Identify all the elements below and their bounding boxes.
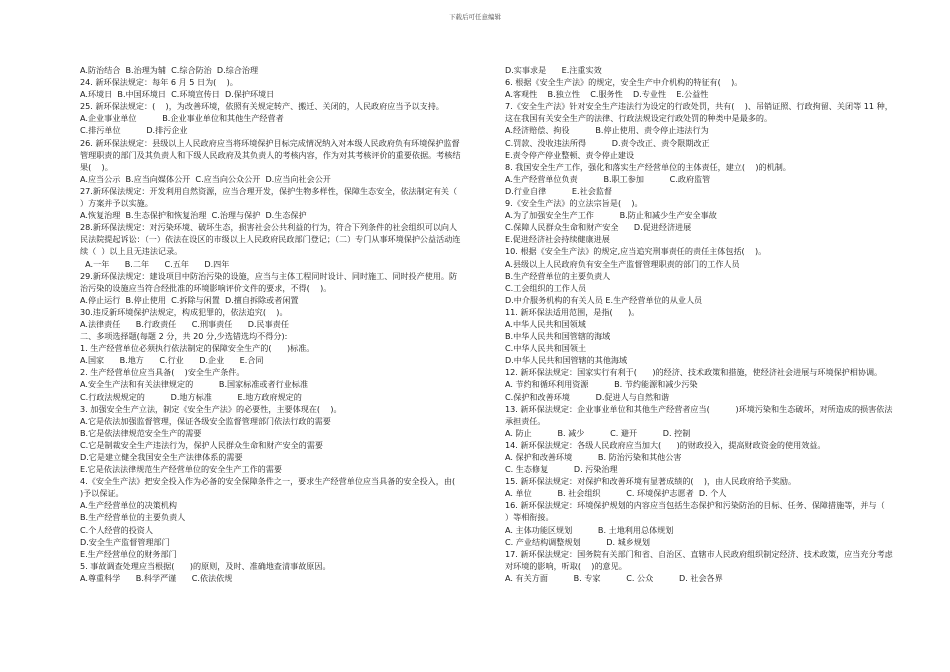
text-line: 24. 新环保法规定：每年 6 月 5 日为( )。 [80,77,238,88]
text-line: A.客观性 B.独立性 C.服务性 D.专业性 E.公益性 [505,89,709,100]
text-line: 4.《安全生产法》把安全投入作为必备的安全保障条件之一，要求生产经营单位应当具备的安全投入，由( )予以保证。 [80,476,471,499]
text-line: B.中华人民共和国管辖的海域 [505,331,611,342]
text-line: C.保障人民群众生命和财产安全 D.促进经济进展 [505,222,692,233]
text-line: 16. 新环保法规定：环境保护规划的内容应当包括生态保护和污染防治的目标、任务、保障措施等，并与（ ）等相衔接。 [505,500,911,523]
text-line: D.它是建立健全我国安全生产法律体系的需要 [80,452,243,462]
text-line: 12. 新环保法规定：国家实行有利于( )的经济、技术政策和措施，使经济社会进展与环境保护相协调。 [505,367,883,378]
text-line: A.企业事业单位 B.企业事业单位和其他生产经营者 [80,113,284,124]
text-line: A.一年 B.二年 C.五年 D.四年 [80,258,230,269]
text-line: 15. 新环保法规定：对保护和改善环境有显著成绩的( )，由人民政府给予奖励。 [505,476,797,487]
text-line: A.防治结合 B.治理为辅 C.综合防治 D.综合治理 [80,65,259,75]
text-line: A. 有关方面 B. 专家 C. 公众 D. 社会各界 [505,572,723,583]
text-line: A. 主体功能区规划 B. 土地利用总体规划 [505,524,674,535]
text-line: C.个人经营的投资人 [80,524,153,535]
text-line: A. 防止 B. 减少 C. 避开 D. 控制 [505,427,691,438]
text-line: 25. 新环保法规定：( )，为改善环境，依照有关规定转产、搬迁、关闭的，人民政府应当予以支持。 [80,101,444,112]
text-line: C. 生态修复 D. 污染治理 [505,464,618,475]
text-line: C.罚款、没收违法所得 D.责令改正、责令限期改正 [505,137,710,148]
text-line: C.它是制裁安全生产违法行为，保护人民群众生命和财产安全的需要 [80,439,323,450]
text-line: C.排污单位 D.排污企业 [80,125,188,136]
text-line: 10. 根据《安全生产法》的规定,应当追究刑事责任的责任主体包括( )。 [505,246,767,257]
text-line: A.法律责任 B.行政责任 C.刑事责任 D.民事责任 [80,318,289,329]
text-line: 二、多项选择题(每题 2 分，共 20 分,少选错选均不得分): [80,331,288,342]
text-line: 28.新环保法规定：对污染环境、破坏生态，损害社会公共利益的行为，符合下列条件的社会组织可以向人民法院提起诉讼：（一）依法在设区的市级以上人民政府民政部门登记；（二）专门从事环境保护公益活动连续（ ）以上且无违法记录。 [80,222,461,257]
text-line: A.生产经营单位负责 B.职工参加 C.政府监管 [505,173,711,184]
text-line: A.国家 B.地方 C.行业 D.企业 E.合同 [80,355,264,366]
text-line: 11. 新环保法适用范围，是指( )。 [505,306,640,317]
text-line: 30.违反新环境保护法规定，构成犯罪的，依法追究( )。 [80,306,288,317]
text-line: A.县级以上人民政府负有安全生产监督管理职责的部门的工作人员 [505,258,740,269]
text-line: B.它是依法律规范安全生产的需要 [80,427,202,438]
text-line: A. 保护和改善环境 B. 防治污染和其他公害 [505,452,682,462]
text-line: D.中华人民共和国管辖的其他海域 [505,355,628,366]
text-line: A.生产经营单位的决策机构 [80,500,177,511]
text-line: 17. 新环保法规定：国务院有关部门和省、自治区、直辖市人民政府组织制定经济、技术政策，应当充分考虑对环境的影响，听取( )的意见。 [505,548,893,571]
text-line: 3. 加强安全生产立法，制定《安全生产法》的必要性，主要体现在( )。 [80,403,342,414]
text-line: C.保护和改善环境 D.促进人与自然和谐 [505,391,670,402]
text-line: A.尊重科学 B.科学严谨 C.依法依规 [80,572,233,583]
text-line: 1. 生产经营单位必须执行依法制定的保障安全生产的( )标准。 [80,343,315,354]
text-line: 13. 新环保法规定：企业事业单位和其他生产经营者应当( )环境污染和生态破坏，对所造成的损害依法承担责任。 [505,403,893,426]
text-line: D.行业自律 E.社会监督 [505,185,612,196]
text-line: A.经济赔偿、拘役 B.停止使用、责令停止违法行为 [505,125,709,136]
text-line: E.生产经营单位的财务部门 [80,548,177,559]
text-line: 9.《安全生产法》的立法宗旨是( )。 [505,198,643,209]
text-line: 14. 新环保法规定：各级人民政府应当加大( )的财政投入，提高财政资金的使用效益。 [505,439,826,450]
text-line: A.中华人民共和国领域 [505,318,586,329]
text-line: A.恢复治理 B.生态保护和恢复治理 C.治理与保护 D.生态保护 [80,210,307,221]
text-line: A. 节约和循环利用资源 B. 节约能源和减少污染 [505,379,698,390]
text-line: 27.新环保法规定：开发利用自然资源，应当合理开发，保护生物多样性，保障生态安全，依法制定有关（ ）方案并予以实施。 [80,185,468,209]
text-line: 29.新环保法规定：建设项目中防治污染的设施，应当与主体工程同时设计、同时施工、同时投产使用。防治污染的设施应当符合经批准的环境影响评价文件的要求，不得( )。 [80,270,458,293]
text-line: A.为了加强安全生产工作 B.防止和减少生产安全事故 [505,210,717,221]
text-line: A.安全生产法和有关法律规定的 B.国家标准或者行业标准 [80,379,308,390]
text-line: 8. 我国安全生产工作，强化和落实生产经营单位的主体责任，建立( )的机制。 [505,161,791,172]
text-line: A. 单位 B. 社会组织 C. 环境保护志愿者 D. 个人 [505,488,727,499]
text-line: 5. 事故调查处理应当根据( )的原则，及时、准确地查清事故原因。 [80,560,331,571]
text-line: D.中介服务机构的有关人员 E.生产经营单位的从业人员 [505,294,703,305]
text-line: C.中华人民共和国领土 [505,343,587,354]
text-line: D.实事求是 E.注重实效 [505,65,602,75]
text-line: 2. 生产经营单位应当具备( )安全生产条件。 [80,367,245,378]
text-line: C.行政法规规定的 D.地方标准 E.地方政府规定的 [80,391,302,402]
right-column [505,64,911,584]
text-line: A.环境日 B.中国环境日 C.环境宣传日 D.保护环境日 [80,89,275,100]
left-column [80,64,471,584]
text-line: 6. 根据《安全生产法》的规定，安全生产中介机构的特征有( )。 [505,77,743,88]
text-line: E.它是依法法律规范生产经营单位的安全生产工作的需要 [80,464,282,475]
text-line: 7.《安全生产法》针对安全生产违法行为设定的行政处罚，共有( )、吊销证照、行政拘留、关闭等 11 种，这在我国有关安全生产的法律、行政法规设定行政处罚的种类中是最多的。 [505,101,893,124]
text-line: C.工会组织的工作人员 [505,282,587,293]
text-line: B.生产经营单位的主要负责人 [80,512,186,523]
text-line: D.安全生产监督管理部门 [80,536,170,547]
text-line: A.应当公示 B.应当向媒体公开 C.应当向公众公开 D.应当向社会公开 [80,173,331,184]
text-line: A.停止运行 B.停止使用 C.拆除与闲置 D.擅自拆除或者闲置 [80,294,299,305]
text-line: C. 产业结构调整规划 D. 城乡规划 [505,536,651,547]
text-line: B.生产经营单位的主要负责人 [505,270,611,281]
text-line: A.它是依法加强监督管理，保证各级安全监督管理部门依法行政的需要 [80,415,331,426]
text-line: E.促进经济社会持续健康进展 [505,234,610,245]
text-line: E.责令停产停业整顿、责令停止建设 [505,149,635,160]
page-header: 下载后可任意编辑 [449,13,501,21]
text-line: 26. 新环保法规定：县级以上人民政府应当将环境保护目标完成情况纳入对本级人民政府负有环境保护监督管理职责的部门及其负责人和下级人民政府及其负责人的考核内容，作为对其考核评价的重要依据。考核结果( )。 [80,137,461,172]
